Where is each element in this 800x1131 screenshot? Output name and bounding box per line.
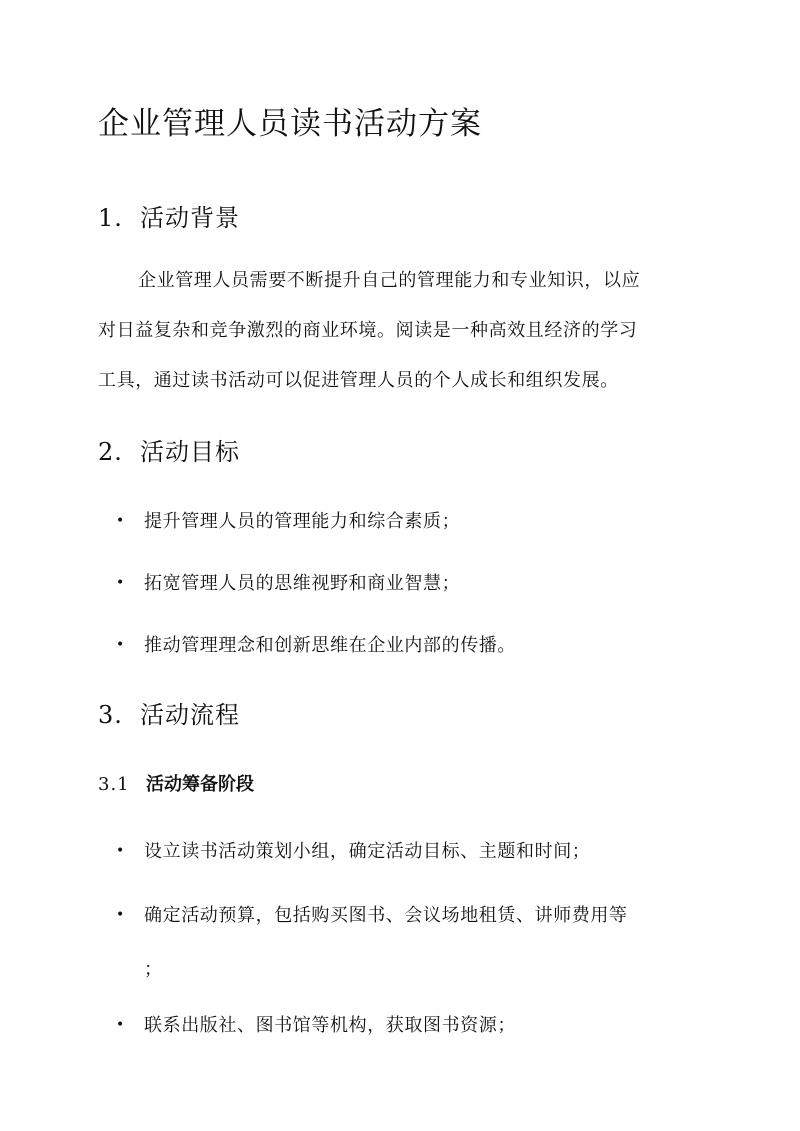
paragraph-line: 工具，通过读书活动可以促进管理人员的个人成长和组织发展。 [98, 370, 619, 391]
paragraph-line: 对日益复杂和竞争激烈的商业环境。阅读是一种高效且经济的学习 [98, 320, 638, 341]
bullet-icon: • [116, 843, 125, 859]
list-item-text: 设立读书活动策划小组，确定活动目标、主题和时间； [144, 841, 591, 862]
list-item [116, 901, 628, 981]
list-item [116, 837, 590, 863]
list-item [116, 1011, 516, 1037]
section-1-number: 1. [98, 204, 123, 232]
list-item [116, 631, 516, 657]
section-3-title: 活动流程 [140, 701, 240, 729]
section-3-number: 3. [98, 701, 123, 729]
bullet-icon: • [116, 575, 125, 591]
section-1-heading [98, 198, 240, 233]
list-item-text: 提升管理人员的管理能力和综合素质； [144, 511, 461, 532]
list-item-continuation: ； [144, 959, 163, 980]
section-2-heading [98, 432, 240, 467]
bullet-icon: • [116, 513, 125, 529]
list-item-text: 联系出版社、图书馆等机构，获取图书资源； [144, 1015, 516, 1036]
list-item-text: 确定活动预算，包括购买图书、会议场地租赁、讲师费用等 [144, 905, 628, 926]
section-1-title: 活动背景 [140, 204, 240, 232]
subsection-3-1-title: 活动筹备阶段 [146, 774, 254, 795]
list-item-text: 推动管理理念和创新思维在企业内部的传播。 [144, 635, 516, 656]
section-2-title: 活动目标 [140, 438, 240, 466]
subsection-3-1-number: 3.1 [98, 774, 130, 795]
paragraph-line: 企业管理人员需要不断提升自己的管理能力和专业知识，以应 [138, 270, 641, 291]
section-1-paragraph [98, 270, 703, 420]
bullet-icon: • [116, 1017, 125, 1033]
section-3-heading [98, 695, 240, 730]
subsection-3-1-heading [98, 770, 254, 796]
list-item-text: 拓宽管理人员的思维视野和商业智慧； [144, 573, 461, 594]
list-item [116, 569, 460, 595]
bullet-icon: • [116, 637, 125, 653]
document-title: 企业管理人员读书活动方案 [98, 106, 482, 142]
bullet-icon: • [116, 907, 125, 923]
list-item [116, 507, 460, 533]
section-2-number: 2. [98, 438, 123, 466]
